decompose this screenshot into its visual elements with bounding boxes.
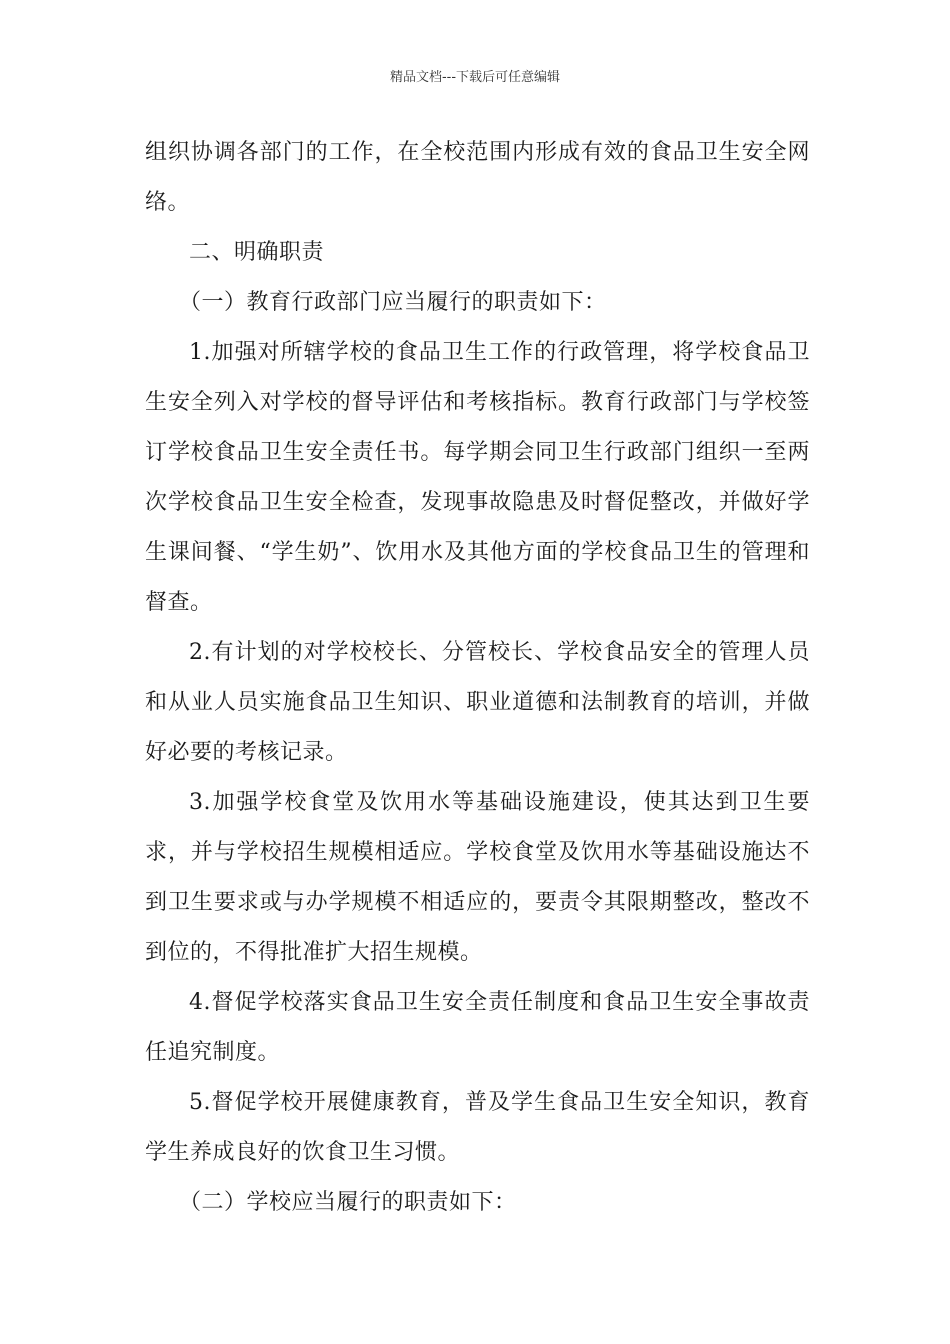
paragraph-item-1: 1.加强对所辖学校的食品卫生工作的行政管理，将学校食品卫生安全列入对学校的督导评估和考核指标。教育行政部门与学校签订学校食品卫生安全责任书。每学期会同卫生行政部门组织一至两次学校食品卫生安全检查，发现事故隐患及时督促整改，并做好学生课间餐、“学生奶”、饮用水及其他方面的学校食品卫生的管理和督查。 <box>145 340 810 615</box>
paragraph-network: 组织协调各部门的工作，在全校范围内形成有效的食品卫生安全网络。 <box>145 140 810 215</box>
subsection-heading-education-dept: （一）教育行政部门应当履行的职责如下： <box>179 290 607 315</box>
paragraph-item-5: 5.督促学校开展健康教育，普及学生食品卫生安全知识，教育学生养成良好的饮食卫生习惯。 <box>145 1090 810 1165</box>
section-heading-duties: 二、明确职责 <box>189 240 325 265</box>
paragraph-item-2: 2.有计划的对学校校长、分管校长、学校食品安全的管理人员和从业人员实施食品卫生知识、职业道德和法制教育的培训，并做好必要的考核记录。 <box>145 640 810 765</box>
page-header: 精品文档---下载后可任意编辑 <box>389 70 561 85</box>
document-body <box>145 128 810 1228</box>
paragraph-item-3: 3.加强学校食堂及饮用水等基础设施建设，使其达到卫生要求，并与学校招生规模相适应。学校食堂及饮用水等基础设施达不到卫生要求或与办学规模不相适应的，要责令其限期整改，整改不到位的，不得批准扩大招生规模。 <box>145 790 810 965</box>
subsection-heading-school: （二）学校应当履行的职责如下： <box>179 1190 517 1215</box>
paragraph-item-4: 4.督促学校落实食品卫生安全责任制度和食品卫生安全事故责任追究制度。 <box>145 990 810 1065</box>
